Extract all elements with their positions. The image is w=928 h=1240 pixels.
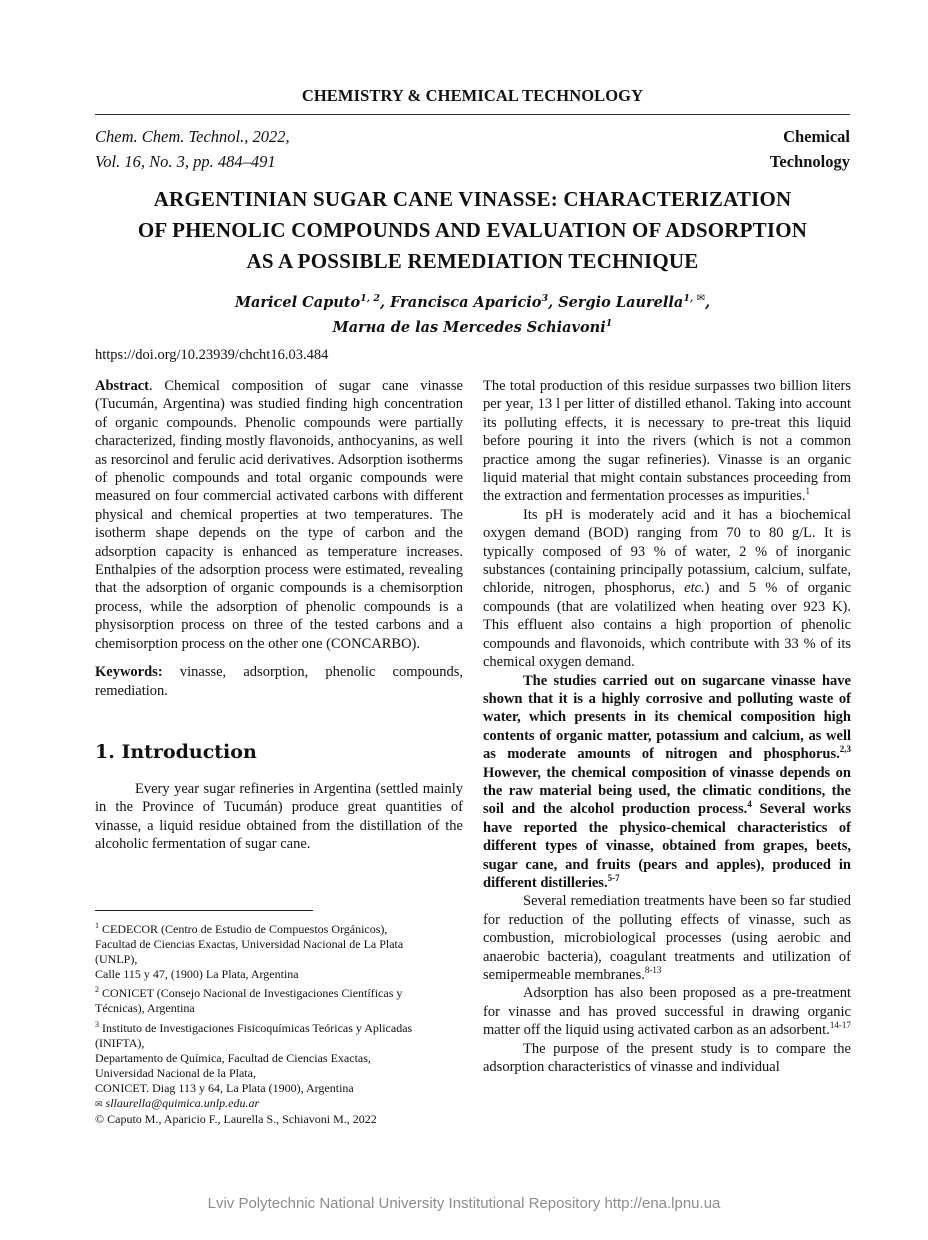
reference-mark: 2,3: [839, 744, 851, 755]
author-name: Sergio Laurella: [558, 293, 684, 311]
footnote-line: CONICET. Diag 113 y 64, La Plata (1900), Argentina: [95, 1080, 354, 1095]
footnote-line: Universidad Nacional de la Plata,: [95, 1065, 256, 1080]
citation-line-2: Vol. 16, No. 3, pp. 484–491: [95, 152, 276, 171]
author-list: [95, 288, 850, 338]
footnotes: [95, 918, 435, 1127]
author-line-2: [95, 313, 850, 338]
envelope-icon: ✉: [696, 293, 705, 304]
author-affiliation: 1, ✉: [683, 293, 705, 304]
abstract-text: . Chemical composition of sugar cane vinasse (Tucumán, Argentina) was studied finding high concentration of organic compounds. Phenolic compounds were partially characterized, finding mostly flavonoids, anthocyanins, as well as resorcinol and ferulic acid derivatives. Adsorption isotherms of phenolic compounds and total organic compounds were measured on four commercial activated carbons with different physical and chemical properties at two temperatures. The isotherm shape depends on the type of carbon and the adsorption capacity is enhanced as temperature increases. Enthalpies of the adsorption process were estimated, revealing that the adsorption of organic compounds is a chemisorption process, while the adsorption of phenolic compounds is a physisorption process on three of the tested carbons and a chemisorption process on the other one (CONCARBO).: [95, 378, 463, 652]
author-line-1: Maricel Caputo$^{1, 2}$, Francisca Aparicio$^3$, Sergio Laurella$^{1, ✉}$,: [234, 293, 711, 311]
keywords: [95, 663, 463, 700]
journal-header: CHEMISTRY & CHEMICAL TECHNOLOGY: [301, 86, 644, 105]
doi-link[interactable]: https://doi.org/10.23939/chcht16.03.484: [95, 347, 329, 363]
author-affiliation: 1, 2: [360, 293, 381, 304]
reference-mark: 5-7: [607, 873, 620, 884]
author-name: Marнa de las Mercedes Schiavoni: [332, 318, 606, 336]
reference-mark: 1: [805, 486, 811, 497]
footnote-line: Calle 115 y 47, (1900) La Plata, Argentina: [95, 967, 299, 982]
keywords-text: vinasse, adsorption, phenolic compounds, remediation.: [95, 664, 463, 699]
footnote-2: $^2$ CONICET (Consejo Nacional de Investigaciones Científicas y Técnicas), Argentina: [95, 985, 403, 1016]
copyright: © Caputo M., Aparicio F., Laurella S., Schiavoni M., 2022: [95, 1112, 377, 1127]
footnote-line: Departamento de Química, Facultad de Ciencias Exactas,: [95, 1050, 371, 1065]
footnote-line: Facultad de Ciencias Exactas, Universidad Nacional de La Plata (UNLP),: [95, 937, 404, 967]
section-line-2: Technology: [769, 152, 850, 171]
paragraph: Several remediation treatments have been so far studied for reduction of the polluting effects of vinasse, such as combustion, microbiological processes (using aerobic and anaerobic bacteria), coagulant treatments and utilization of semipermeable membranes.$^{8-13}$: [483, 893, 851, 983]
paper-title: [95, 184, 850, 277]
paragraph: Adsorption has also been proposed as a pre-treatment for vinasse and has proved successful in drawing organic matter off the liquid using activated carbon as an adsorbent.$^{14-17}$: [483, 985, 851, 1039]
title-line-2: OF PHENOLIC COMPOUNDS AND EVALUATION OF ADSORPTION: [137, 218, 808, 242]
paragraph: The total production of this residue surpasses two billion liters per year, 13 l per litter of distilled ethanol. Taking into account its polluting effects, it is necessary to pre-treat this liquid before pouring it into the rivers (which is not a common practice among the sugar refineries). Vinasse is an organic liquid material that might contain substances proceeding from the extraction and fermentation processes as impurities.$^1$: [483, 378, 851, 505]
author-affiliation: 1: [605, 317, 613, 329]
section-heading: 1. Introduction: [95, 740, 257, 763]
citation: [95, 124, 290, 174]
section-line-1: Chemical: [783, 127, 850, 146]
repository-watermark: Lviv Polytechnic National University Institutional Repository http://ena.lpnu.ua: [207, 1195, 721, 1212]
mail-icon: ✉: [95, 1099, 103, 1110]
paragraph: Every year sugar refineries in Argentina (settled mainly in the Province of Tucumán) produce great quantities of vinasse, a liquid residue obtained from the distillation of the alcoholic fermentation of sugar cane.: [95, 780, 463, 853]
reference-mark: 4: [747, 799, 752, 810]
author-name: Maricel Caputo: [234, 293, 361, 311]
footnote-1: $^1$ CEDECOR (Centro de Estudio de Compuestos Orgánicos),: [95, 921, 388, 936]
section-name: [770, 124, 850, 174]
title-line-1: ARGENTINIAN SUGAR CANE VINASSE: CHARACTERIZATION: [153, 187, 792, 211]
author-name: Francisca Aparicio: [390, 293, 542, 311]
header-rule: [95, 114, 850, 115]
reference-mark: 8-13: [644, 965, 662, 976]
right-column: [483, 377, 851, 1076]
email-link[interactable]: sllaurella@quimica.unlp.edu.ar: [102, 1096, 260, 1111]
left-column: [95, 377, 463, 854]
corresponding-email: [95, 1096, 435, 1112]
keywords-label: Keywords:: [95, 664, 163, 681]
footnote-rule: [95, 910, 313, 911]
abstract: [95, 377, 463, 653]
citation-line-1: Chem. Chem. Technol., 2022,: [95, 127, 290, 146]
author-affiliation: 3: [541, 293, 549, 304]
footnote-3: $^3$ Instituto de Investigaciones Fisicoquímicas Teóricas y Aplicadas (INIFTA),: [95, 1019, 413, 1050]
reference-mark: 14-17: [829, 1020, 851, 1031]
paragraph: The studies carried out on sugarcane vinasse have shown that it is a highly corrosive and polluting waste of water, which presents in its chemical composition high contents of organic matter, potassium and calcium, as well as moderate amounts of nitrogen and phosphorus.$^{2,3}$ However, the chemical composition of vinasse depends on the raw material being used, the climatic conditions, the soil and the alcohol production process.$^4$ Several works have reported the physico-chemical characteristics of different types of vinasse, obtained from grapes, beets, sugar cane, and fruits (pears and apples), produced in different distilleries.$^{5-7}$: [483, 672, 852, 891]
abstract-label: Abstract: [95, 378, 149, 394]
title-line-3: AS A POSSIBLE REMEDIATION TECHNIQUE: [246, 249, 699, 273]
paragraph: The purpose of the present study is to compare the adsorption characteristics of vinasse and individual: [483, 1040, 851, 1076]
paragraph: Its pH is moderately acid and it has a biochemical oxygen demand (BOD) ranging from 70 to 80 g/L. It is typically composed of 93 % of water, 2 % of inorganic substances (containing principally potassium, calcium, sulfate, chloride, nitrogen, phosphorus, etc.) and 5 % of organic compounds (that are volatilized when heating over 923 K). This effluent also contains a high proportion of phenolic compounds and flavonoids, which contribute with 33 % of its chemical oxygen demand.: [483, 506, 851, 671]
